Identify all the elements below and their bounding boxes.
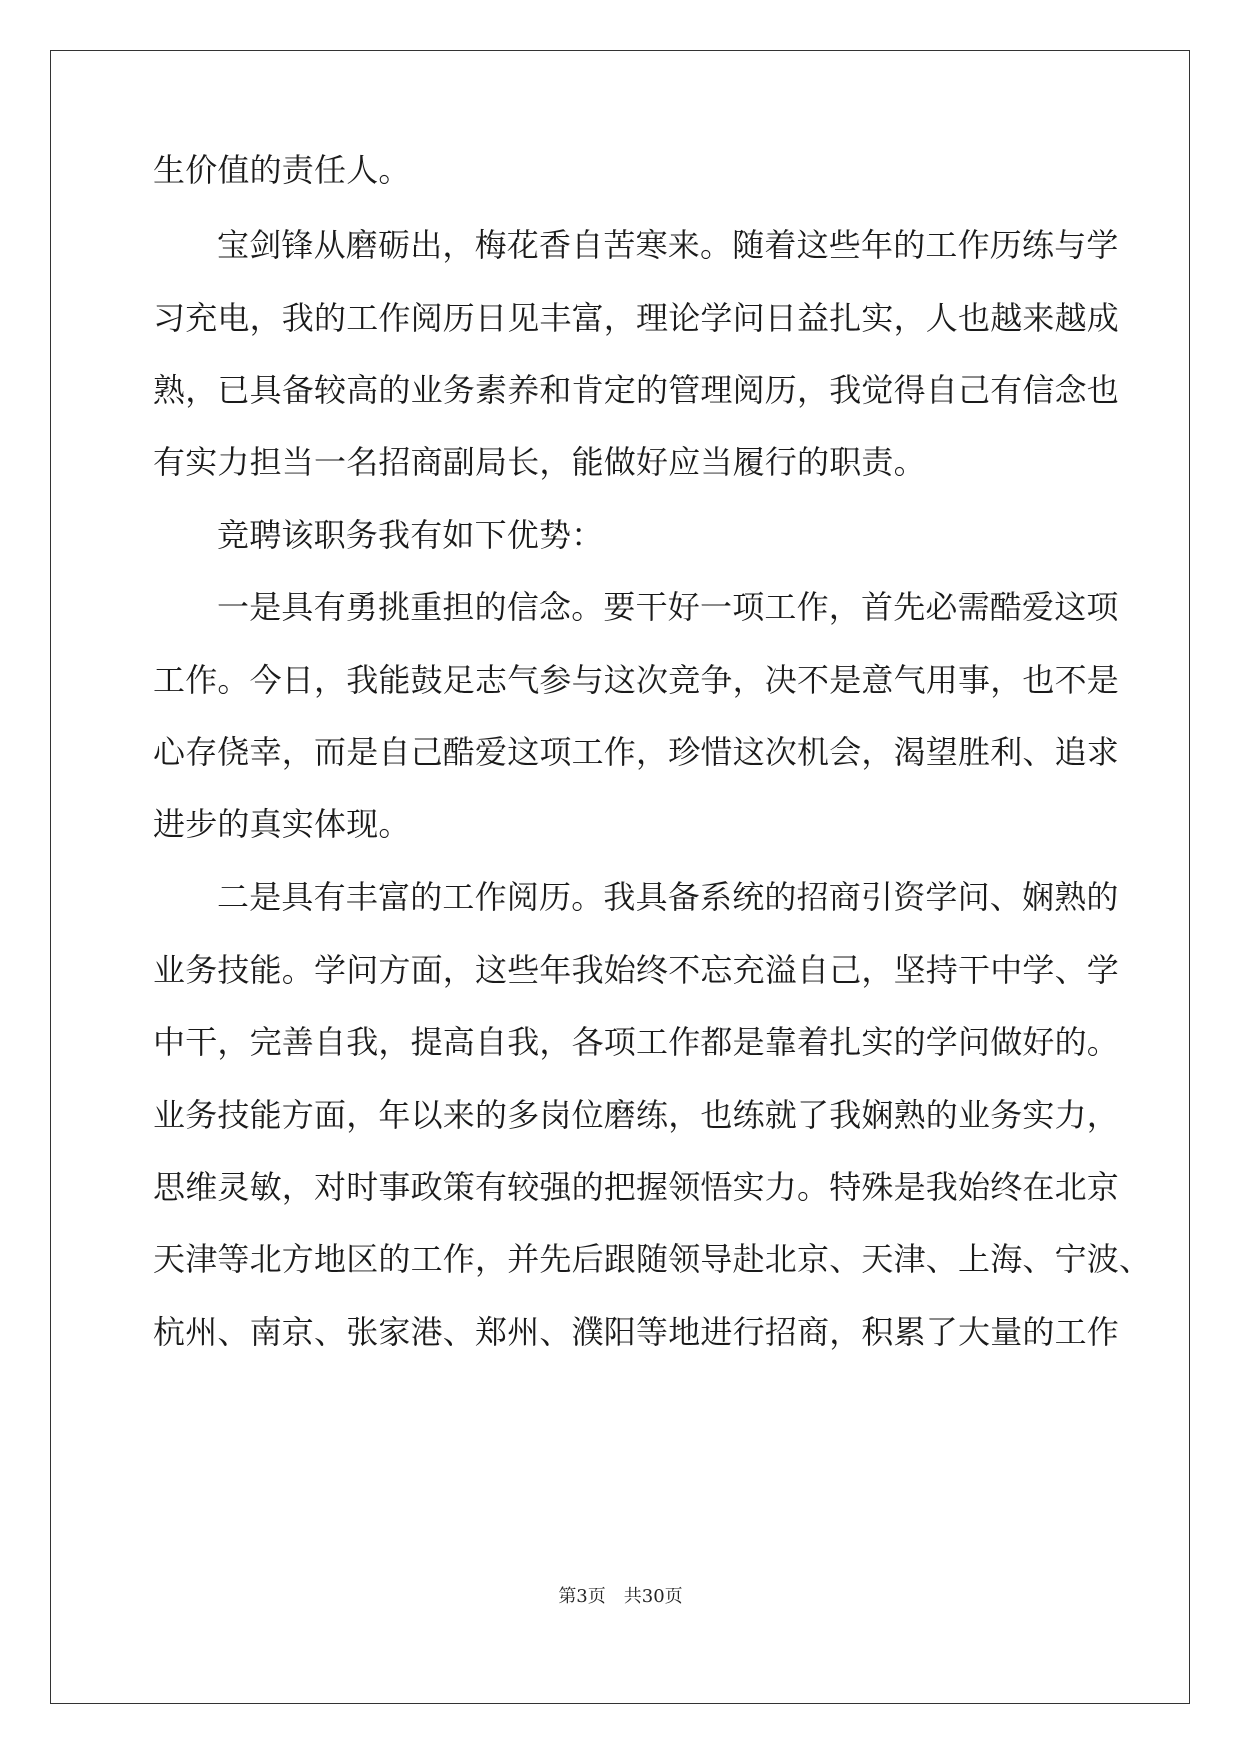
text-line: 一是具有勇挑重担的信念。要干好一项工作，首先必需酷爱这项: [217, 588, 1119, 626]
text-line: 进步的真实体现。: [153, 805, 411, 843]
text-line: 天津等北方地区的工作，并先后跟随领导赴北京、天津、上海、宁波、: [153, 1240, 1152, 1278]
text-line: 中干，完善自我，提高自我，各项工作都是靠着扎实的学问做好的。: [153, 1023, 1120, 1061]
text-line: 熟，已具备较高的业务素养和肯定的管理阅历，我觉得自己有信念也: [153, 371, 1120, 409]
text-line: 思维灵敏，对时事政策有较强的把握领悟实力。特殊是我始终在北京: [153, 1168, 1120, 1206]
page-number: 第3页 共30页: [558, 1586, 683, 1607]
text-line: 业务技能。学问方面，这些年我始终不忘充溢自己，坚持干中学、学: [153, 951, 1120, 989]
text-line: 竞聘该职务我有如下优势：: [217, 516, 604, 554]
text-line: 业务技能方面，年以来的多岗位磨练，也练就了我娴熟的业务实力，: [153, 1096, 1120, 1134]
text-line: 杭州、南京、张家港、郑州、濮阳等地进行招商，积累了大量的工作: [153, 1313, 1120, 1351]
text-line: 宝剑锋从磨砺出，梅花香自苦寒来。随着这些年的工作历练与学: [217, 226, 1119, 264]
text-line: 二是具有丰富的工作阅历。我具备系统的招商引资学问、娴熟的: [217, 878, 1119, 916]
text-line: 生价值的责任人。: [153, 151, 411, 189]
text-line: 有实力担当一名招商副局长，能做好应当履行的职责。: [153, 443, 926, 481]
text-line: 心存侥幸，而是自己酷爱这项工作，珍惜这次机会，渴望胜利、追求: [153, 733, 1120, 771]
text-line: 习充电，我的工作阅历日见丰富，理论学问日益扎实，人也越来越成: [153, 299, 1120, 337]
text-line: 工作。今日，我能鼓足志气参与这次竞争，决不是意气用事，也不是: [153, 661, 1120, 699]
